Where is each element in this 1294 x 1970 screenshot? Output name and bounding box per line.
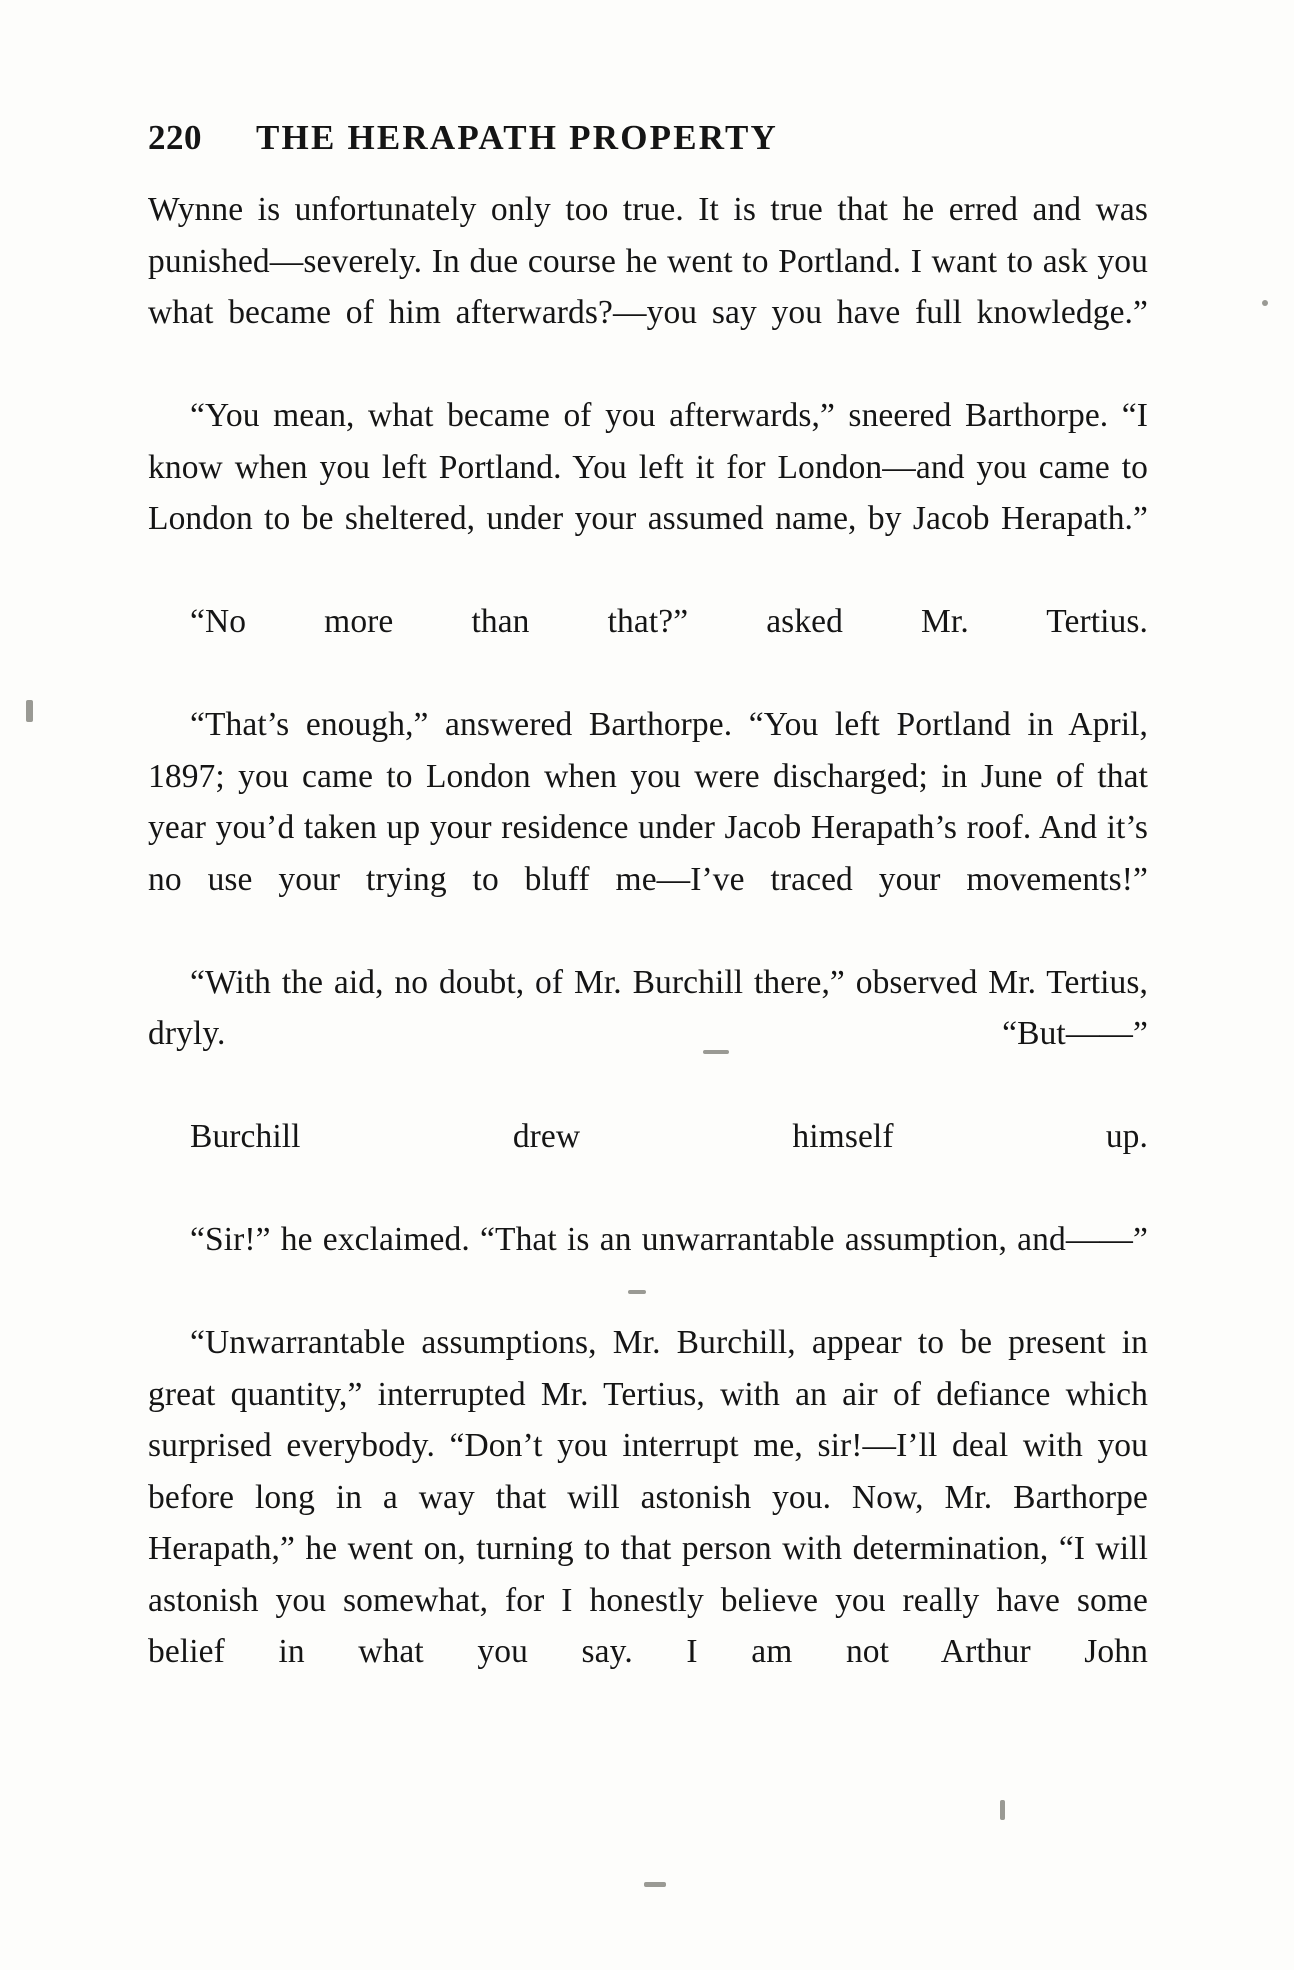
paragraph: Burchill drew himself up.	[190, 1118, 1148, 1155]
page-content	[148, 118, 1148, 1729]
paragraph: “Unwarrantable assumptions, Mr. Burchill, appear to be present in great quantity,” interrupted Mr. Tertius, with an air of defiance which surprised everybody. “Don’t you interrupt me, sir!—I’ll deal with you before long in a way that will astonish you. Now, Mr. Barthorpe Herapath,” he went on, turning to that person with determination, “I will astonish you somewhat, for I honestly believe you really have some belief in what you say. I am not Arthur John	[148, 1324, 1148, 1670]
paragraph: “That’s enough,” answered Barthorpe. “You left Portland in April, 1897; you came to London when you were discharged; in June of that year you’d taken up your residence under Jacob Herapath’s roof. And it’s no use your trying to bluff me—I’ve traced your movements!”	[148, 706, 1148, 898]
paragraph: “No more than that?” asked Mr. Tertius.	[190, 603, 1148, 640]
paragraph: “With the aid, no doubt, of Mr. Burchill there,” observed Mr. Tertius, dryly. “But——”	[148, 963, 1148, 1052]
paragraph: “Sir!” he exclaimed. “That is an unwarrantable assumption, and——”	[190, 1221, 1148, 1258]
running-title: THE HERAPATH PROPERTY	[256, 118, 779, 157]
page-speck	[1000, 1800, 1005, 1820]
paragraph: Wynne is unfortunately only too true. It is true that he erred and was punished—severely. In due course he went to Portland. I want to ask you what became of him afterwards?—you say you have full knowledge.”	[148, 191, 1148, 331]
paragraph: “You mean, what became of you afterwards,” sneered Barthorpe. “I know when you left Portland. You left it for London—and you came to London to be sheltered, under your assumed name, by Jacob Herapath.”	[148, 397, 1148, 537]
page-speck	[1262, 300, 1268, 306]
body-text	[148, 184, 1148, 1729]
page-number: 220	[148, 118, 202, 157]
page-speck	[26, 700, 33, 722]
page-speck	[644, 1882, 666, 1887]
page-header	[148, 118, 1148, 158]
